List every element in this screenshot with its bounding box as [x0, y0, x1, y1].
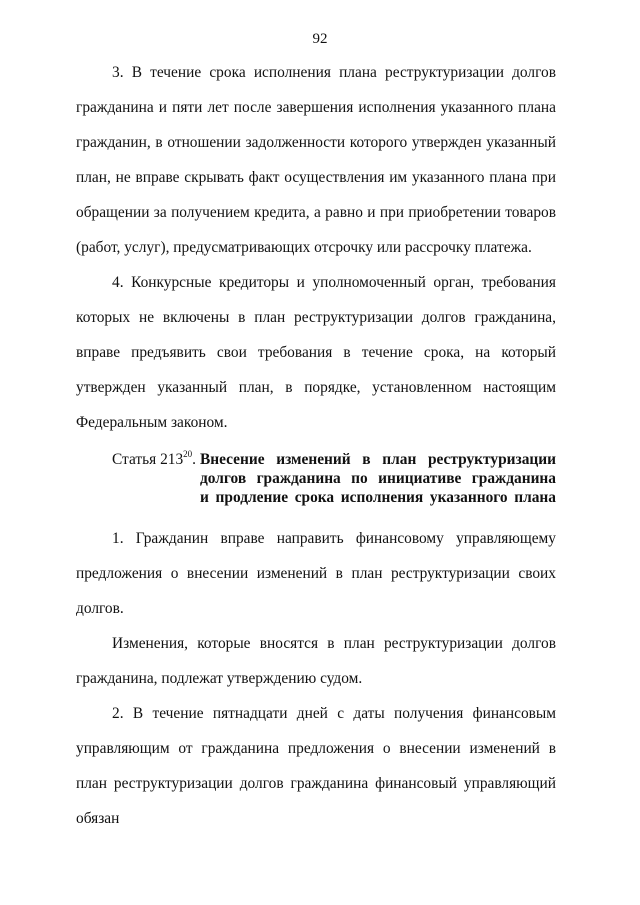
- article-title-line: Внесение изменений в план реструктуризации: [200, 451, 556, 468]
- paragraph-4: 4. Конкурсные кредиторы и уполномоченный орган, требования которых не включены в план реструктуризации долгов гражданина, вправе предъявить свои требования в течение срока, на который утвержден указанный план, в порядке, установленном настоящим Федеральным законом.: [76, 274, 556, 431]
- paragraph-changes: Изменения, которые вносятся в план реструктуризации долгов гражданина, подлежат утверждению судом.: [76, 635, 556, 687]
- article-number-superscript: 20: [183, 448, 193, 459]
- article-label: Статья $213^{20}$.: [112, 448, 197, 468]
- article-title: [200, 450, 556, 507]
- paragraph-3: 3. В течение срока исполнения плана реструктуризации долгов гражданина и пяти лет после завершения исполнения указанного плана гражданин, в отношении задолженности которого утвержден указанный план, не вправе скрывать факт осуществления им указанного плана при обращении за получением кредита, а равно и при приобретении товаров (работ, услуг), предусматривающих отсрочку или рассрочку платежа.: [76, 64, 556, 256]
- page-number: 92: [312, 31, 328, 47]
- paragraph-1: 1. Гражданин вправе направить финансовому управляющему предложения о внесении изменений в план реструктуризации своих долгов.: [76, 530, 556, 617]
- article-title-line: и продление срока исполнения указанного плана: [200, 489, 556, 506]
- paragraph-2: 2. В течение пятнадцати дней с даты получения финансовым управляющим от гражданина предложения о внесении изменений в план реструктуризации долгов гражданина финансовый управляющий обязан: [76, 705, 556, 827]
- article-title-line: долгов гражданина по инициативе гражданина: [200, 470, 556, 487]
